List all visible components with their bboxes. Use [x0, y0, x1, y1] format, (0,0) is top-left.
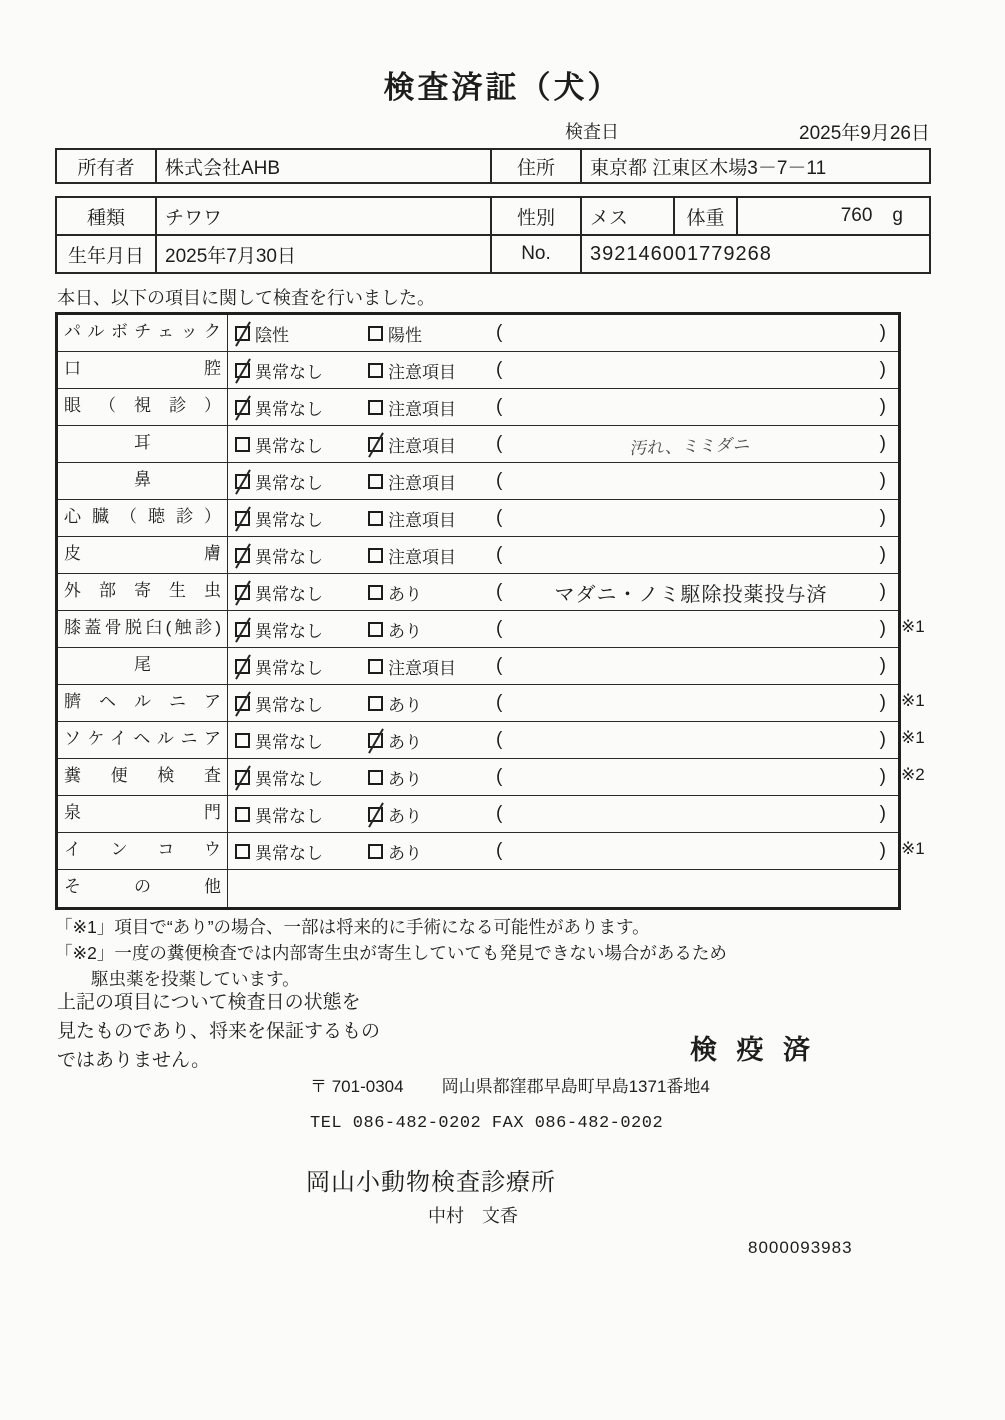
checkbox-option-1 [235, 548, 250, 563]
disclaimer-line-3: ではありません。 [57, 1050, 211, 1071]
no-label: No. [492, 236, 582, 272]
weight-label: 体重 [675, 198, 738, 234]
option-2-label: 注意項目 [388, 510, 456, 530]
checklist-row-body [228, 833, 898, 869]
option-2-label: 注意項目 [388, 473, 456, 493]
option-2-label: 注意項目 [388, 436, 456, 456]
checklist-row [58, 574, 898, 611]
owner-value: 株式会社AHB [157, 150, 492, 182]
paren-open: ( [496, 803, 503, 824]
checklist-item-name: インコウ [58, 833, 228, 869]
paren-open: ( [496, 618, 503, 639]
checklist-table [55, 312, 925, 910]
option-2-label: 注意項目 [388, 362, 456, 382]
option-1-label: 異常なし [255, 399, 323, 419]
address-value: 東京都 江東区木場3－7－11 [590, 157, 827, 179]
paren-close: ) [879, 396, 886, 417]
paren-open: ( [496, 359, 503, 380]
checkbox-option-2 [368, 622, 383, 637]
checkbox-option-1 [235, 844, 250, 859]
checkbox-option-1 [235, 585, 250, 600]
paren-close: ) [879, 729, 886, 750]
checklist-item-name: 心臓（聴診） [58, 500, 228, 536]
checklist-option-1 [235, 802, 368, 827]
weight-unit: g [892, 205, 903, 226]
option-2-label: 注意項目 [388, 547, 456, 567]
checklist-option-2 [368, 617, 496, 642]
option-1-label: 異常なし [255, 473, 323, 493]
checklist-row-body [228, 685, 898, 721]
checkbox-option-1 [235, 807, 250, 822]
checklist-row-body [228, 389, 898, 425]
checkbox-option-2 [368, 733, 383, 748]
paren-open: ( [496, 655, 503, 676]
checkbox-option-2 [368, 548, 383, 563]
checklist-option-2 [368, 691, 496, 716]
checkbox-option-2 [368, 585, 383, 600]
checkbox-option-2 [368, 363, 383, 378]
owner-table [55, 148, 931, 184]
checklist-row-body [228, 352, 898, 388]
checkbox-option-1 [235, 696, 250, 711]
checklist-item-name: 口腔 [58, 352, 228, 388]
checklist-option-2 [368, 839, 496, 864]
option-1-label: 陰性 [255, 325, 289, 345]
sex-label: 性別 [492, 198, 582, 234]
checklist-row-body [228, 870, 898, 907]
checklist-option-2 [368, 580, 496, 605]
breed-value: チワワ [157, 198, 492, 234]
checklist-row [58, 833, 925, 870]
checklist-row [58, 722, 925, 759]
option-1-label: 異常なし [255, 806, 323, 826]
checklist-row [58, 685, 925, 722]
checklist-option-2 [368, 728, 496, 753]
checklist-row [58, 648, 898, 685]
checkbox-option-2 [368, 807, 383, 822]
checklist-option-1 [235, 691, 368, 716]
option-1-label: 異常なし [255, 695, 323, 715]
footnote-2: 「※2」一度の糞便検査では内部寄生虫が寄生していても発見できない場合があるため [55, 943, 727, 963]
paren-close: ) [879, 618, 886, 639]
checkbox-option-1 [235, 733, 250, 748]
footnotes [55, 914, 727, 992]
checklist-row [58, 611, 925, 648]
weight-value: 760 [840, 205, 873, 226]
clinic-tel-fax: TEL 086-482-0202 FAX 086-482-0202 [310, 1114, 664, 1133]
disclaimer-line-2: 見たものであり、将来を保証するもの [57, 1021, 381, 1042]
checklist-row-body [228, 611, 898, 647]
breed-label: 種類 [57, 198, 157, 234]
checkbox-option-1 [235, 400, 250, 415]
paren-close: ) [879, 581, 886, 602]
checklist-item-name: 耳 [58, 426, 228, 462]
paren-open: ( [496, 433, 503, 454]
footnote-mark: ※1 [901, 617, 925, 636]
footnote-mark: ※1 [901, 691, 925, 710]
checklist-item-name: ソケイヘルニア [58, 722, 228, 758]
checkbox-option-2 [368, 844, 383, 859]
paren-close: ) [879, 766, 886, 787]
checklist-row-body [228, 648, 898, 684]
option-2-label: あり [388, 732, 422, 752]
checklist-row [58, 500, 898, 537]
option-1-label: 異常なし [255, 621, 323, 641]
checklist-option-1 [235, 395, 368, 420]
owner-label: 所有者 [57, 150, 157, 182]
paren-close: ) [879, 803, 886, 824]
checklist-row [58, 463, 898, 500]
clinic-address: 岡山県都窪郡早島町早島1371番地4 [441, 1077, 710, 1096]
checklist-option-2 [368, 321, 496, 346]
checkbox-option-2 [368, 511, 383, 526]
birth-label: 生年月日 [57, 236, 157, 272]
checklist-option-1 [235, 432, 368, 457]
option-1-label: 異常なし [255, 658, 323, 678]
checklist-item-name: 糞便検査 [58, 759, 228, 795]
checklist-row [58, 796, 898, 833]
page-title: 検査済証（犬） [383, 70, 622, 105]
checklist-option-1 [235, 765, 368, 790]
paren-open: ( [496, 581, 503, 602]
intro-text: 本日、以下の項目に関して検査を行いました。 [57, 288, 435, 308]
checklist-item-name: 尾 [58, 648, 228, 684]
option-2-label: あり [388, 695, 422, 715]
checklist-option-2 [368, 358, 496, 383]
option-2-label: 陽性 [388, 325, 422, 345]
paren-open: ( [496, 507, 503, 528]
footnote-mark: ※1 [901, 728, 925, 747]
checklist-option-1 [235, 580, 368, 605]
checklist-item-name: 膝蓋骨脱臼(触診) [58, 611, 228, 647]
checklist-option-1 [235, 358, 368, 383]
checkbox-option-1 [235, 363, 250, 378]
paren-open: ( [496, 470, 503, 491]
checklist-option-2 [368, 395, 496, 420]
option-1-label: 異常なし [255, 510, 323, 530]
checklist-row-body [228, 537, 898, 573]
checklist-row-body [228, 722, 898, 758]
inspection-date-label: 検査日 [565, 122, 619, 142]
checklist-row [58, 759, 925, 796]
option-1-label: 異常なし [255, 436, 323, 456]
checklist-option-2 [368, 543, 496, 568]
paren-close: ) [879, 359, 886, 380]
checkbox-option-1 [235, 622, 250, 637]
checklist-option-2 [368, 654, 496, 679]
checklist-row-body [228, 500, 898, 536]
footnote-mark: ※1 [901, 839, 925, 858]
checkbox-option-1 [235, 770, 250, 785]
checklist-option-2 [368, 765, 496, 790]
checklist-item-name: その他 [58, 870, 228, 907]
option-2-label: あり [388, 843, 422, 863]
checklist-row-body [228, 759, 898, 795]
checklist-row-body [228, 463, 898, 499]
clinic-name: 岡山小動物検査診療所 [306, 1169, 556, 1196]
sex-value: メス [582, 198, 675, 234]
paren-open: ( [496, 322, 503, 343]
veterinarian-name: 中村 文香 [428, 1206, 518, 1226]
checkbox-option-1 [235, 326, 250, 341]
checklist-note: マダニ・ノミ駆除投薬投与済 [554, 583, 828, 606]
checklist-row-body [228, 574, 898, 610]
option-1-label: 異常なし [255, 547, 323, 567]
checklist-item-name: パルボチェック [58, 315, 228, 351]
address-label: 住所 [492, 150, 582, 182]
footnote-1: 「※1」項目で“あり”の場合、一部は将来的に手術になる可能性があります。 [55, 917, 650, 937]
checkbox-option-1 [235, 474, 250, 489]
option-1-label: 異常なし [255, 732, 323, 752]
checkbox-option-2 [368, 400, 383, 415]
checklist-item-name: 臍ヘルニア [58, 685, 228, 721]
paren-close: ) [879, 470, 886, 491]
checklist-option-2 [368, 469, 496, 494]
option-2-label: 注意項目 [388, 399, 456, 419]
paren-open: ( [496, 396, 503, 417]
checkbox-option-2 [368, 659, 383, 674]
paren-close: ) [879, 840, 886, 861]
checklist-row [58, 352, 898, 389]
checkbox-option-2 [368, 437, 383, 452]
serial-number: 8000093983 [748, 1238, 853, 1257]
checklist-row-body [228, 796, 898, 832]
disclaimer [57, 988, 380, 1075]
checkbox-option-1 [235, 437, 250, 452]
paren-close: ) [879, 322, 886, 343]
checkbox-option-1 [235, 511, 250, 526]
paren-open: ( [496, 840, 503, 861]
checkbox-option-2 [368, 696, 383, 711]
animal-info-table [55, 196, 931, 274]
weight-cell [738, 198, 929, 234]
option-2-label: 注意項目 [388, 658, 456, 678]
paren-close: ) [879, 433, 886, 454]
checklist-option-2 [368, 506, 496, 531]
checklist-option-1 [235, 839, 368, 864]
birth-value: 2025年7月30日 [157, 236, 492, 272]
checklist-note: 汚れ、ミミダニ [629, 434, 752, 458]
option-1-label: 異常なし [255, 843, 323, 863]
checklist-row [58, 389, 898, 426]
option-2-label: あり [388, 769, 422, 789]
checklist-option-1 [235, 321, 368, 346]
checkbox-option-1 [235, 659, 250, 674]
checklist-row [58, 537, 898, 574]
checklist-option-1 [235, 728, 368, 753]
paren-close: ) [879, 544, 886, 565]
checklist-option-1 [235, 469, 368, 494]
paren-open: ( [496, 729, 503, 750]
inspection-date-value: 2025年9月26日 [799, 123, 930, 144]
checklist-option-2 [368, 802, 496, 827]
checklist-option-1 [235, 617, 368, 642]
checkbox-option-2 [368, 770, 383, 785]
info-row-birth [57, 236, 929, 272]
option-2-label: あり [388, 584, 422, 604]
checklist-option-2 [368, 432, 496, 457]
option-2-label: あり [388, 806, 422, 826]
checkbox-option-2 [368, 474, 383, 489]
footnote-mark: ※2 [901, 765, 925, 784]
paren-open: ( [496, 766, 503, 787]
disclaimer-line-1: 上記の項目について検査日の状態を [57, 992, 361, 1013]
checklist-row-body [228, 426, 898, 462]
option-1-label: 異常なし [255, 584, 323, 604]
checklist-row [58, 315, 898, 352]
paren-close: ) [879, 692, 886, 713]
checklist-option-1 [235, 506, 368, 531]
no-value: 392146001779268 [590, 242, 772, 265]
checklist-option-1 [235, 543, 368, 568]
clinic-address-line [310, 1072, 710, 1097]
option-1-label: 異常なし [255, 769, 323, 789]
checklist-row-body [228, 315, 898, 351]
paren-open: ( [496, 692, 503, 713]
checklist-item-name: 皮膚 [58, 537, 228, 573]
paren-open: ( [496, 544, 503, 565]
quarantine-stamp: 検 疫 済 [690, 1035, 817, 1065]
clinic-postal: 〒 701-0304 [310, 1077, 404, 1096]
checklist-item-name: 泉門 [58, 796, 228, 832]
option-1-label: 異常なし [255, 362, 323, 382]
paren-close: ) [879, 507, 886, 528]
checklist-item-name: 外部寄生虫 [58, 574, 228, 610]
checkbox-option-2 [368, 326, 383, 341]
footnote-2-cont: 駆虫薬を投薬しています。 [91, 969, 300, 989]
checklist-item-name: 眼（視診） [58, 389, 228, 425]
option-2-label: あり [388, 621, 422, 641]
paren-close: ) [879, 655, 886, 676]
checklist-option-1 [235, 654, 368, 679]
checklist-item-name: 鼻 [58, 463, 228, 499]
checklist-row [58, 426, 898, 463]
info-row-breed [57, 198, 929, 236]
checklist-row [58, 870, 898, 907]
